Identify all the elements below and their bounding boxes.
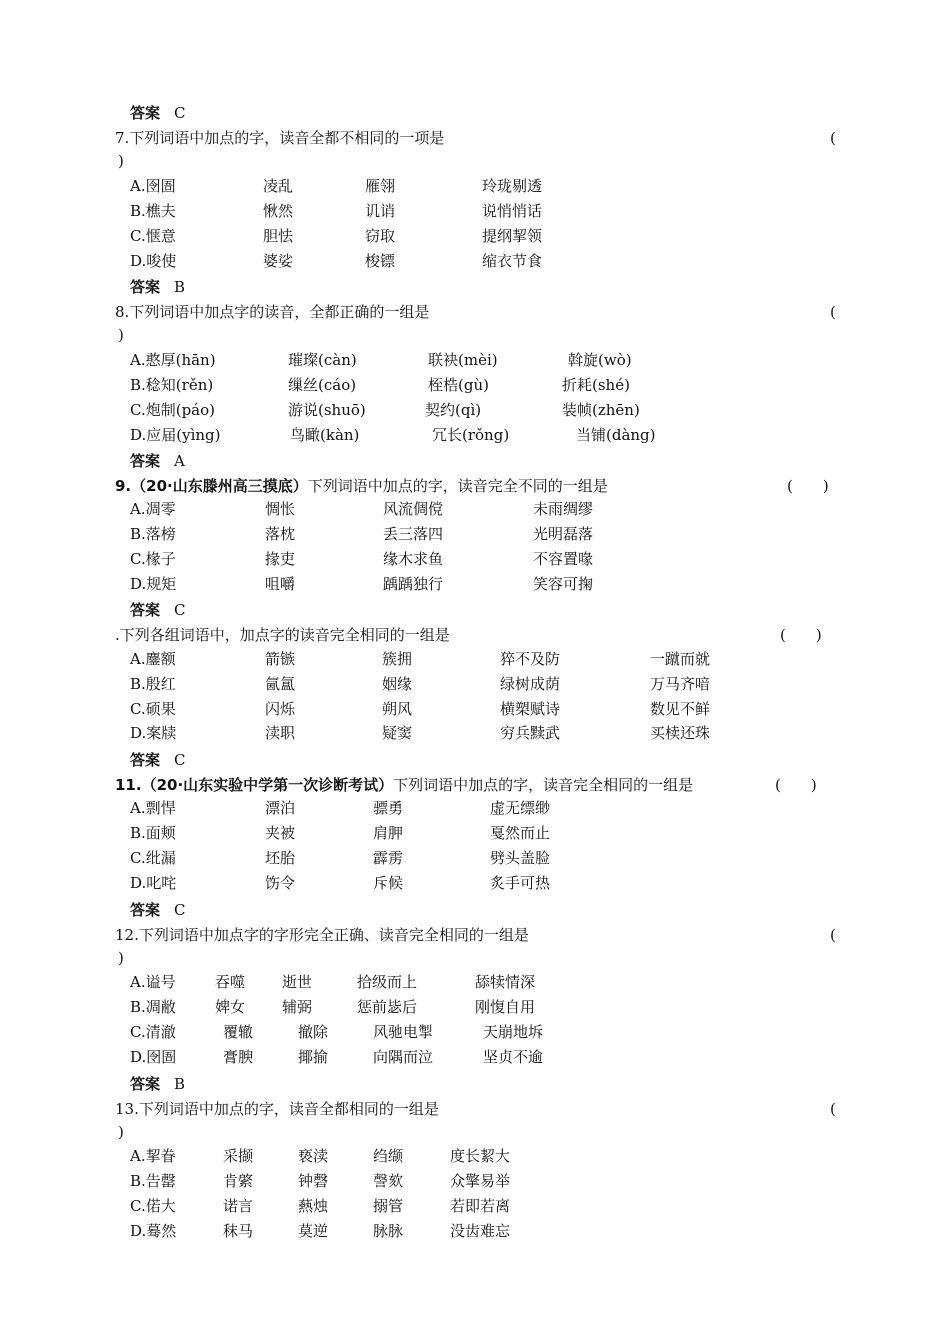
option-a-word: 箭镞 <box>265 650 296 668</box>
option-c-word: 掾吏 <box>265 550 296 568</box>
answer-label: 答案 <box>130 901 161 919</box>
option-b-word: 氤氲 <box>265 675 296 693</box>
option-b-word: 辅弼 <box>282 998 313 1016</box>
answer-label: 答案 <box>130 278 161 296</box>
question-10-stem: .下列各组词语中，加点字的读音完全相同的一组是 <box>115 626 450 644</box>
option-d-word: 买椟还珠 <box>650 724 711 742</box>
option-d-word: 向隅而泣 <box>373 1048 434 1066</box>
option-b-word: 惩前毖后 <box>357 998 418 1016</box>
option-b-word: 婢女 <box>215 998 246 1016</box>
answer-line <box>130 1074 185 1094</box>
option-a-word: 斡旋(wò) <box>568 351 632 369</box>
option-c-word: 不容置喙 <box>533 550 594 568</box>
answer-paren-open: ( <box>830 926 836 944</box>
option-d-word: 婆娑 <box>263 252 294 270</box>
option-c-word: 胆怯 <box>263 227 294 245</box>
option-a-word: A.凋零 <box>130 500 176 518</box>
option-d-word: D.囹圄 <box>130 1048 177 1066</box>
option-b-word: 戛然而止 <box>490 824 551 842</box>
option-b-word: 说悄悄话 <box>482 202 543 220</box>
option-c-word: 朔风 <box>382 700 413 718</box>
option-a-word: 璀璨(càn) <box>288 351 357 369</box>
option-d-word: D.案牍 <box>130 724 177 742</box>
option-d-word: 炙手可热 <box>490 874 551 892</box>
option-d-word: D.蓦然 <box>130 1222 177 1240</box>
option-b-word: B.稔知(rěn) <box>130 376 214 394</box>
option-d-word: 没齿难忘 <box>450 1222 511 1240</box>
answer-value: C <box>174 901 186 919</box>
answer-value: B <box>174 278 186 296</box>
option-c-word: C.硕果 <box>130 700 176 718</box>
option-b-word: B.告罄 <box>130 1172 176 1190</box>
answer-paren-open: ( <box>830 129 836 147</box>
answer-value: C <box>174 601 186 619</box>
option-b-word: 夹被 <box>265 824 296 842</box>
option-a-word: A.憨厚(hān) <box>130 351 216 369</box>
option-b-word: 刚愎自用 <box>475 998 536 1016</box>
option-d-word: 坚贞不逾 <box>483 1048 544 1066</box>
option-d-word: 膏腴 <box>223 1048 254 1066</box>
option-d-word: 当铺(dàng) <box>576 426 656 444</box>
option-a-word: 玲珑剔透 <box>482 177 543 195</box>
option-c-word: 撤除 <box>298 1023 329 1041</box>
option-d-word: 梭镖 <box>365 252 396 270</box>
option-b-word: B.面颊 <box>130 824 176 842</box>
answer-paren-close: ) <box>118 152 124 170</box>
option-b-word: 姻缘 <box>382 675 413 693</box>
answer-line <box>130 600 186 620</box>
answer-label: 答案 <box>130 1075 161 1093</box>
option-a-word: A.鏖额 <box>130 650 176 668</box>
answer-line <box>130 750 186 770</box>
option-b-word: 丢三落四 <box>383 525 444 543</box>
answer-value: A <box>174 452 185 470</box>
option-c-word: 窃取 <box>365 227 396 245</box>
option-c-word: 若即若离 <box>450 1197 511 1215</box>
option-a-word: 采撷 <box>223 1147 254 1165</box>
option-b-word: 讥诮 <box>365 202 396 220</box>
answer-value: B <box>174 1075 186 1093</box>
answer-paren: ( ) <box>787 477 829 495</box>
question-12-stem: 12.下列词语中加点字的字形完全正确、读音完全相同的一组是 <box>115 926 529 944</box>
answer-line <box>130 900 186 920</box>
option-b-word: 折耗(shé) <box>562 376 630 394</box>
option-a-word: A.谥号 <box>130 973 176 991</box>
answer-paren-open: ( <box>830 303 836 321</box>
option-c-word: 装帧(zhēn) <box>562 401 640 419</box>
option-a-word: 未雨绸缪 <box>533 500 594 518</box>
option-c-word: 缘木求鱼 <box>383 550 444 568</box>
option-a-word: A.剽悍 <box>130 799 176 817</box>
option-a-word: 度长絜大 <box>450 1147 511 1165</box>
option-c-word: 游说(shuō) <box>288 401 366 419</box>
answer-value: C <box>174 104 186 122</box>
option-d-word: 笑容可掬 <box>533 575 594 593</box>
answer-label: 答案 <box>130 104 161 122</box>
option-b-word: 桎梏(gù) <box>428 376 489 394</box>
answer-paren-close: ) <box>118 949 124 967</box>
option-c-word: 劈头盖脸 <box>490 849 551 867</box>
option-a-word: 吞噬 <box>215 973 246 991</box>
option-d-word: 揶揄 <box>298 1048 329 1066</box>
answer-line <box>130 451 185 471</box>
answer-paren-close: ) <box>118 1123 124 1141</box>
option-d-word: 渎职 <box>265 724 296 742</box>
option-b-word: 绿树成荫 <box>500 675 561 693</box>
option-a-word: 惆怅 <box>265 500 296 518</box>
question-source: 9.（20·山东滕州高三摸底） <box>115 477 308 495</box>
option-d-word: 疑窦 <box>382 724 413 742</box>
option-b-word: 钟磬 <box>298 1172 329 1190</box>
option-b-word: 万马齐喑 <box>650 675 711 693</box>
question-9-stem <box>115 476 608 496</box>
option-d-word: 鸟瞰(kàn) <box>290 426 360 444</box>
option-b-word: 肯綮 <box>223 1172 254 1190</box>
option-a-word: 亵渎 <box>298 1147 329 1165</box>
option-d-word: D.唆使 <box>130 252 177 270</box>
answer-label: 答案 <box>130 452 161 470</box>
option-d-word: D.叱咤 <box>130 874 177 892</box>
option-d-word: 踽踽独行 <box>383 575 444 593</box>
answer-line <box>130 277 185 297</box>
option-c-word: C.炮制(páo) <box>130 401 215 419</box>
answer-paren-open: ( <box>830 1100 836 1118</box>
option-a-word: 骠勇 <box>373 799 404 817</box>
question-13-stem: 13.下列词语中加点的字，读音全都相同的一组是 <box>115 1100 439 1118</box>
option-c-word: C.纰漏 <box>130 849 176 867</box>
question-11-stem <box>115 775 693 795</box>
question-8-stem: 8.下列词语中加点字的读音，全都正确的一组是 <box>115 303 430 321</box>
option-b-word: 众擎易举 <box>450 1172 511 1190</box>
option-c-word: 契约(qì) <box>425 401 482 419</box>
option-a-word: 一蹴而就 <box>650 650 711 668</box>
option-a-word: 绉缬 <box>373 1147 404 1165</box>
option-b-word: B.落榜 <box>130 525 176 543</box>
option-d-word: 咀嚼 <box>265 575 296 593</box>
option-d-word: 冗长(rǒng) <box>432 426 510 444</box>
option-d-word: 秣马 <box>223 1222 254 1240</box>
option-b-word: B.凋敝 <box>130 998 176 1016</box>
option-b-word: 缫丝(cáo) <box>288 376 357 394</box>
option-d-word: D.应届(yìng) <box>130 426 221 444</box>
question-source: 11.（20·山东实验中学第一次诊断考试） <box>115 776 394 794</box>
option-a-word: 联袂(mèi) <box>428 351 498 369</box>
option-c-word: 霹雳 <box>373 849 404 867</box>
option-d-word: 脉脉 <box>373 1222 404 1240</box>
option-c-word: 提纲挈领 <box>482 227 543 245</box>
option-a-word: 拾级而上 <box>357 973 418 991</box>
option-d-word: 饬令 <box>265 874 296 892</box>
option-c-word: C.惬意 <box>130 227 176 245</box>
option-a-word: 逝世 <box>282 973 313 991</box>
option-c-word: 覆辙 <box>223 1023 254 1041</box>
option-c-word: C.清澈 <box>130 1023 176 1041</box>
question-text: 下列词语中加点的字，读音完全不同的一组是 <box>307 477 608 495</box>
answer-paren: ( ) <box>775 776 817 794</box>
option-c-word: 横槊赋诗 <box>500 700 561 718</box>
option-a-word: 凌乱 <box>263 177 294 195</box>
option-a-word: A.囹圄 <box>130 177 176 195</box>
answer-paren: ( ) <box>780 626 822 644</box>
answer-paren-close: ) <box>118 326 124 344</box>
option-a-word: A.挈眷 <box>130 1147 176 1165</box>
option-a-word: 雁翎 <box>365 177 396 195</box>
option-c-word: 闪烁 <box>265 700 296 718</box>
option-c-word: 风驰电掣 <box>373 1023 434 1041</box>
option-c-word: 诺言 <box>223 1197 254 1215</box>
option-d-word: 穷兵黩武 <box>500 724 561 742</box>
option-a-word: 猝不及防 <box>500 650 561 668</box>
option-d-word: 斥候 <box>373 874 404 892</box>
option-a-word: 舔犊情深 <box>475 973 536 991</box>
option-a-word: 虚无缥缈 <box>490 799 551 817</box>
option-c-word: 爇烛 <box>298 1197 329 1215</box>
option-a-word: 簇拥 <box>382 650 413 668</box>
option-b-word: 謦欬 <box>373 1172 404 1190</box>
option-b-word: 愀然 <box>263 202 294 220</box>
option-c-word: 数见不鲜 <box>650 700 711 718</box>
answer-label: 答案 <box>130 751 161 769</box>
option-b-word: 肩胛 <box>373 824 404 842</box>
option-b-word: 落枕 <box>265 525 296 543</box>
option-c-word: C.偌大 <box>130 1197 176 1215</box>
option-c-word: 天崩地坼 <box>483 1023 544 1041</box>
option-b-word: B.殷红 <box>130 675 176 693</box>
option-d-word: 莫逆 <box>298 1222 329 1240</box>
answer-label: 答案 <box>130 601 161 619</box>
question-7-stem: 7.下列词语中加点的字，读音全都不相同的一项是 <box>115 129 445 147</box>
option-c-word: 搦管 <box>373 1197 404 1215</box>
option-c-word: 坯胎 <box>265 849 296 867</box>
question-text: 下列词语中加点的字，读音完全相同的一组是 <box>393 776 694 794</box>
option-c-word: C.椽子 <box>130 550 176 568</box>
answer-line <box>130 103 186 123</box>
option-b-word: B.樵夫 <box>130 202 176 220</box>
option-a-word: 漂泊 <box>265 799 296 817</box>
answer-value: C <box>174 751 186 769</box>
option-d-word: 缩衣节食 <box>482 252 543 270</box>
option-d-word: D.规矩 <box>130 575 177 593</box>
option-a-word: 风流倜傥 <box>383 500 444 518</box>
option-b-word: 光明磊落 <box>533 525 594 543</box>
